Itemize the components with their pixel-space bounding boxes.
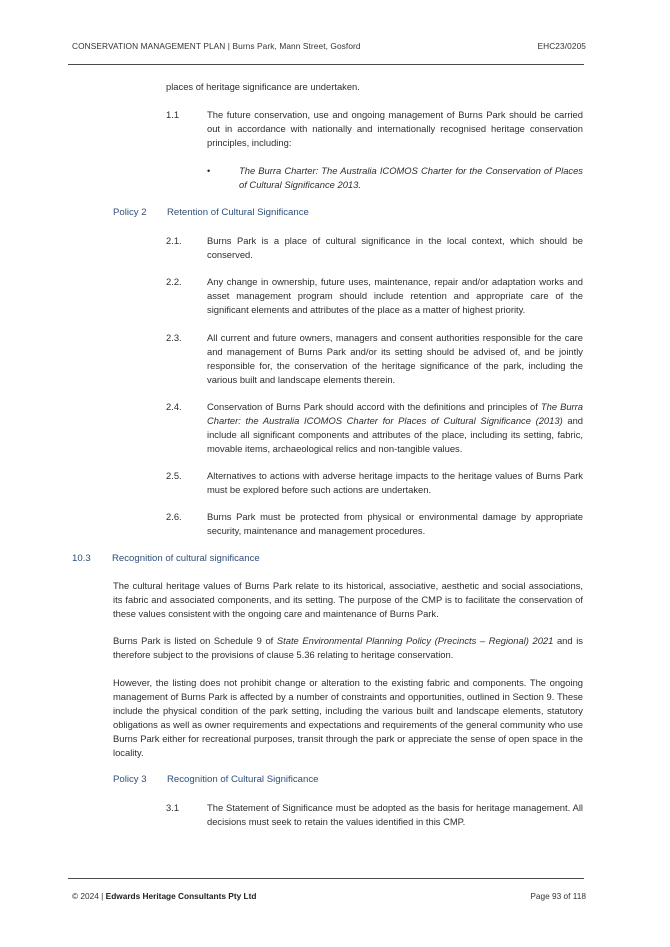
section-paragraph: However, the listing does not prohibit change or alteration to the existing fabric and components. The ongoing management of Burns Park is affected by a number of constraints and opportunities, outlined in Section 9. These include the physical condition of the park setting, including the various built and landscape elements, statutory obligations as well as owner requirements and expectations and requirements of the general community who use Burns Park either for recreational purposes, transit through the park or appreciate the sense of open space in the locality. (113, 677, 583, 758)
item-number: 2.3. (166, 332, 182, 343)
section-heading (72, 552, 472, 566)
text-run: Burns Park is listed on Schedule 9 of (113, 635, 277, 646)
page-header (72, 41, 586, 55)
charter-title: The Burra Charter: the Australia ICOMOS Charter for Places of Cultural Significance (2013) (207, 401, 583, 426)
item-number: 2.1. (166, 235, 182, 246)
item-text: The Statement of Significance must be adopted as the basis for heritage management. All decisions must seek to retain the values identified in this CMP. (207, 802, 583, 827)
item-text: All current and future owners, managers and consent authorities responsible for the care and management of Burns Park and/or its setting should be advised of, and be jointly responsible for, the conservation of the heritage significance of the park, including the various built and landscape elements therein. (207, 332, 583, 385)
policy-label: Policy 3 (113, 774, 147, 785)
text-run: Conservation of Burns Park should accord with the definitions and principles of (207, 401, 541, 412)
policy-3-heading (113, 773, 413, 787)
item-text: Alternatives to actions with adverse heritage impacts to the heritage values of Burns Park must be explored before such actions are undertaken. (207, 470, 583, 495)
item-text (207, 400, 583, 456)
section-paragraph: The cultural heritage values of Burns Park relate to its historical, associative, aesthetic and social associations, its fabric and associated components, and its setting. The purpose of the CMP is to facilitate the conservation of these values consistent with the ongoing care and maintenance of Burns Park. (113, 580, 583, 619)
item-number: 2.6. (166, 511, 182, 522)
section-number: 10.3 (72, 553, 91, 564)
footer-credit (72, 891, 256, 901)
copyright-text: © 2024 | (72, 891, 106, 901)
policy-label: Policy 2 (113, 207, 147, 218)
section-paragraph (113, 634, 583, 662)
item-number: 2.2. (166, 276, 182, 287)
header-divider (68, 64, 584, 65)
policy-2-heading (113, 206, 413, 220)
section-title: Recognition of cultural significance (112, 553, 260, 564)
footer-divider (68, 878, 584, 879)
bullet-text: The Burra Charter: The Australia ICOMOS Charter for the Conservation of Places of Cultural Significance 2013. (239, 165, 583, 190)
item-number: 1.1 (166, 109, 180, 120)
text-run: and include all significant components and attributes of the place, including its setting, fabric, movable items, archaeological relics and non-tangible values. (207, 415, 583, 454)
page-number: Page 93 of 118 (530, 891, 586, 901)
text-run: and is therefore subject to the provisions of clause 5.36 relating to heritage conservation. (113, 635, 583, 660)
item-text: Burns Park is a place of cultural significance in the local context, which should be conserved. (207, 235, 583, 260)
document-title: CONSERVATION MANAGEMENT PLAN | Burns Park, Mann Street, Gosford (72, 41, 361, 51)
policy-citation: State Environmental Planning Policy (Precincts – Regional) 2021 (276, 635, 554, 646)
item-text: Any change in ownership, future uses, maintenance, repair and/or adaptation works and asset management program should include retention and appropriate care of the significant elements and attributes of the place as a matter of highest priority. (207, 276, 583, 315)
item-number: 2.5. (166, 470, 182, 481)
company-name: Edwards Heritage Consultants Pty Ltd (105, 891, 257, 901)
document-reference: EHC23/0205 (537, 41, 586, 51)
policy-title: Recognition of Cultural Significance (167, 774, 319, 785)
page-footer (72, 891, 586, 905)
item-text: The future conservation, use and ongoing management of Burns Park should be carried out in accordance with nationally and internationally recognised heritage conservation principles, including: (207, 109, 583, 148)
item-text: Burns Park must be protected from physical or environmental damage by appropriate security, maintenance and management procedures. (207, 511, 583, 536)
bullet-dot: • (207, 165, 211, 176)
item-number: 2.4. (166, 401, 182, 412)
continuation-text: places of heritage significance are undertaken. (166, 81, 360, 92)
policy-title: Retention of Cultural Significance (167, 207, 309, 218)
item-number: 3.1 (166, 802, 180, 813)
